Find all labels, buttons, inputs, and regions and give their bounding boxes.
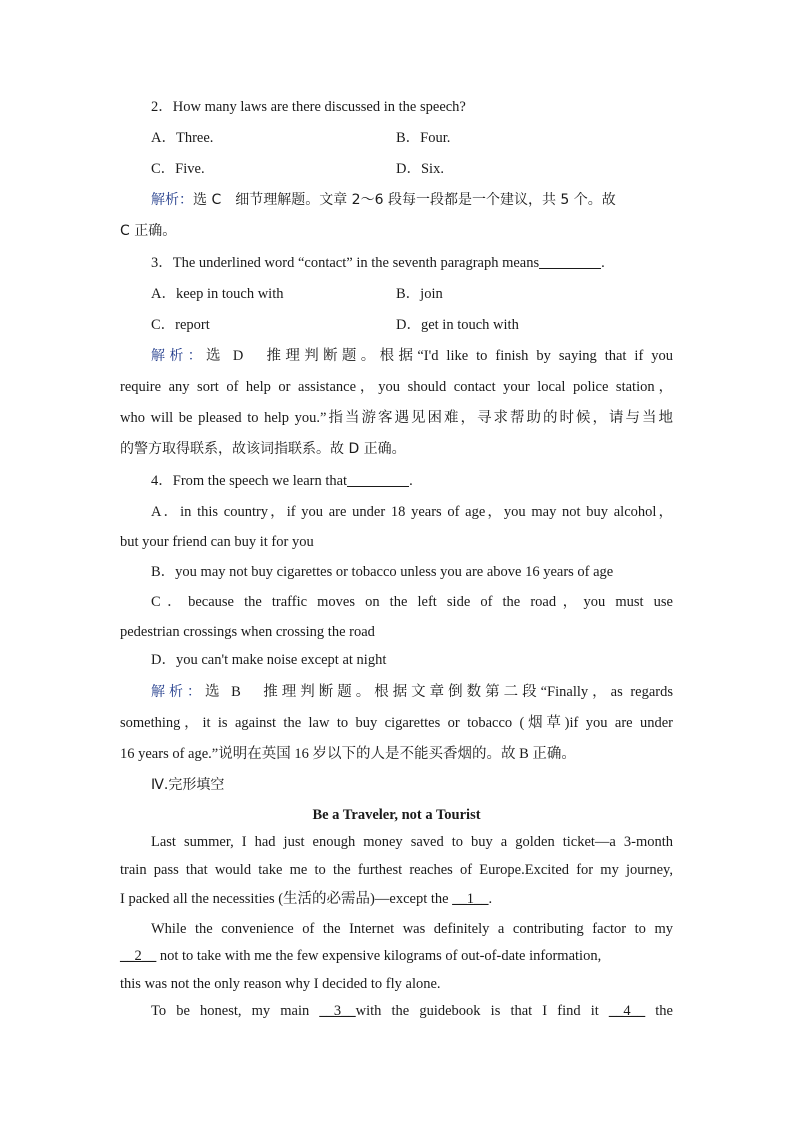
q4-option-c-line-1: C．because the traffic moves on the left side of the road，you must use xyxy=(151,594,673,610)
q3-option-a: A．keep in touch with xyxy=(151,286,284,302)
analysis-label: 解析： xyxy=(151,192,193,208)
passage-p1-line-2: train pass that would take me to the furthest reaches of Europe.Excited for my journey, xyxy=(120,862,673,878)
passage-title: Be a Traveler, not a Tourist xyxy=(312,807,481,823)
section-heading: Ⅳ.完形填空 xyxy=(151,777,225,793)
q3-option-b: B．join xyxy=(396,286,443,302)
analysis-text: 选 D 推理判断题。根据“I'd like to finish by saying that if you xyxy=(206,348,673,364)
analysis-text: 选 C 细节理解题。文章 2～6 段每一段都是一个建议，共 5 个。故 xyxy=(193,192,616,208)
passage-text: not to take with me the few expensive kilograms of out-of-date information, xyxy=(156,948,602,964)
passage-p2-line-3: this was not the only reason why I decided to fly alone. xyxy=(120,976,441,992)
q4-analysis-line-3: 16 years of age.”说明在英国 16 岁以下的人是不能买香烟的。故 B 正确。 xyxy=(120,746,576,762)
q3-analysis-line-1 xyxy=(151,346,673,366)
q4-option-c-line-2: pedestrian crossings when crossing the road xyxy=(120,624,375,640)
q2-analysis-line-1 xyxy=(151,190,673,210)
analysis-text: 选 B 推理判断题。根据文章倒数第二段“Finally，as regards xyxy=(204,684,673,700)
passage-text: the xyxy=(645,1003,673,1019)
passage-text: . xyxy=(488,891,493,907)
passage-p2-line-2 xyxy=(120,946,673,966)
cloze-blank-3: __3__ xyxy=(319,1003,356,1019)
q3-question-text: 3．The underlined word “contact” in the seventh paragraph means xyxy=(151,255,540,271)
q3-option-c: C．report xyxy=(151,317,210,333)
passage-p2-line-1: While the convenience of the Internet was definitely a contributing factor to my xyxy=(151,921,673,937)
q3-analysis-line-2: require any sort of help or assistance，you should contact your local police station， xyxy=(120,379,673,395)
passage-p1-line-3 xyxy=(120,889,673,909)
q2-option-d: D．Six. xyxy=(396,161,444,177)
q4-question xyxy=(151,471,673,491)
q3-analysis-line-4: 的警方取得联系，故该词指联系。故 D 正确。 xyxy=(120,441,406,457)
q4-option-a-line-2: but your friend can buy it for you xyxy=(120,534,314,550)
q2-question: 2．How many laws are there discussed in the speech? xyxy=(151,99,466,115)
cloze-blank-4: __4__ xyxy=(608,1003,646,1019)
q2-option-c: C．Five. xyxy=(151,161,205,177)
answer-blank xyxy=(347,472,409,487)
passage-p3-line-1 xyxy=(151,1001,673,1021)
answer-blank xyxy=(539,254,601,269)
q4-analysis-line-2: something，it is against the law to buy cigarettes or tobacco (烟草)if you are under xyxy=(120,715,673,731)
q4-analysis-line-1 xyxy=(151,682,673,702)
passage-text: To be honest, my main xyxy=(151,1003,320,1019)
cloze-blank-2: __2__ xyxy=(120,948,157,964)
q2-analysis-line-2: C 正确。 xyxy=(120,223,177,239)
q3-question xyxy=(151,253,673,273)
q2-option-b: B．Four. xyxy=(396,130,451,146)
q3-option-d: D．get in touch with xyxy=(396,317,519,333)
q3-question-end: . xyxy=(601,255,605,271)
q4-question-end: . xyxy=(409,473,413,489)
analysis-label: 解析： xyxy=(151,684,205,700)
passage-text: I packed all the necessities (生活的必需品)—except the xyxy=(120,891,449,907)
passage-p1-line-1: Last summer, I had just enough money saved to buy a golden ticket—a 3-month xyxy=(151,834,673,850)
q4-option-a-line-1: A．in this country，if you are under 18 years of age，you may not buy alcohol， xyxy=(151,504,673,520)
q3-analysis-line-3: who will be pleased to help you.”指当游客遇见困难，寻求帮助的时候，请与当地 xyxy=(120,410,673,426)
analysis-label: 解析： xyxy=(151,348,207,364)
q4-option-b: B．you may not buy cigarettes or tobacco unless you are above 16 years of age xyxy=(151,564,614,580)
cloze-blank-1: __1__ xyxy=(452,891,489,907)
q4-option-d: D．you can't make noise except at night xyxy=(151,652,387,668)
q2-option-a: A．Three. xyxy=(151,130,214,146)
passage-text: with the guidebook is that I find it xyxy=(355,1003,609,1019)
q4-question-text: 4．From the speech we learn that xyxy=(151,473,348,489)
